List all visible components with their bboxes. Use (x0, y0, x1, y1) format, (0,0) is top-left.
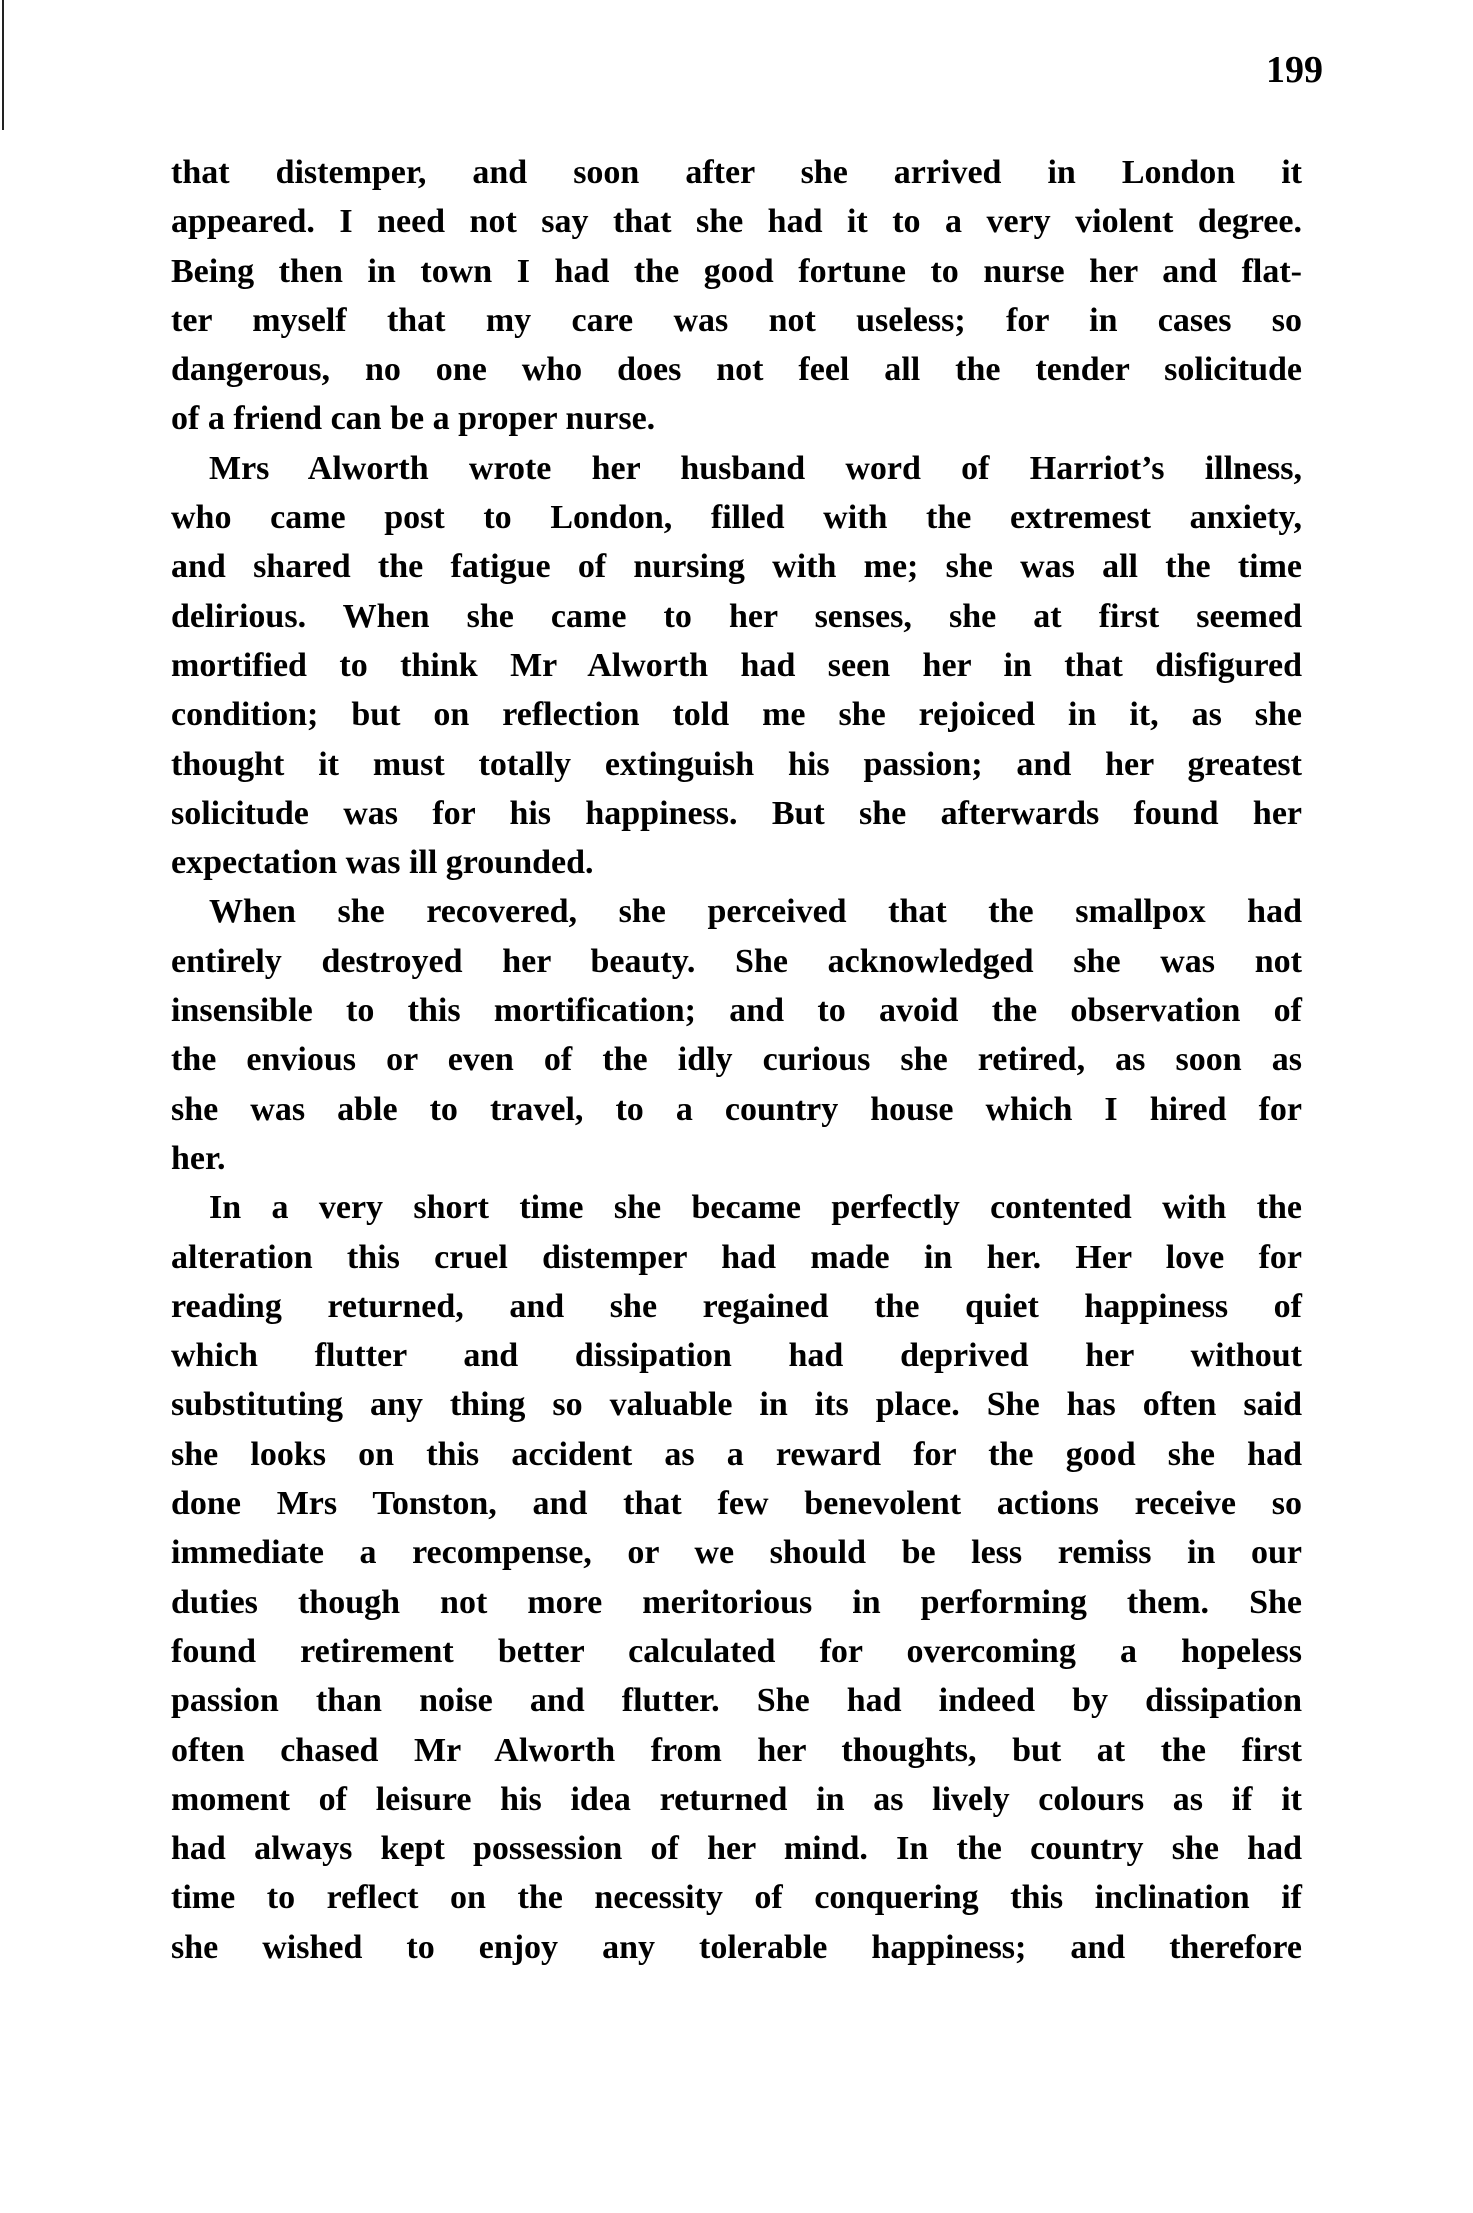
text-line: entirely destroyed her beauty. She acknowledged she was not (171, 942, 1302, 980)
text-line: ter myself that my care was not useless; for in cases so (171, 301, 1302, 339)
paragraph (171, 887, 1302, 1183)
text-line: often chased Mr Alworth from her thoughts, but at the first (171, 1731, 1302, 1769)
text-line: that distemper, and soon after she arrived in London it (171, 154, 1302, 191)
text-line: moment of leisure his idea returned in as lively colours as if it (171, 1780, 1302, 1818)
text-line: she looks on this accident as a reward for the good she had (171, 1435, 1302, 1473)
text-line: who came post to London, filled with the extremest anxiety, (171, 499, 1302, 537)
paragraph (171, 444, 1302, 888)
text-line: appeared. I need not say that she had it to a very violent degree. (171, 203, 1302, 241)
text-line: which flutter and dissipation had deprived her without (171, 1337, 1302, 1375)
text-line: mortified to think Mr Alworth had seen her in that disfigured (171, 646, 1302, 684)
text-line: duties though not more meritorious in performing them. She (171, 1583, 1302, 1621)
text-line: Being then in town I had the good fortune to nurse her and flat- (171, 252, 1302, 290)
text-line: dangerous, no one who does not feel all the tender solicitude (171, 351, 1302, 389)
text-line: thought it must totally extinguish his passion; and her greatest (171, 745, 1302, 783)
text-line: immediate a recompense, or we should be less remiss in our (171, 1534, 1302, 1572)
text-line: found retirement better calculated for overcoming a hopeless (171, 1632, 1302, 1670)
text-line: of a friend can be a proper nurse. (171, 400, 656, 438)
text-line: solicitude was for his happiness. But she afterwards found her (171, 794, 1302, 832)
text-line: she was able to travel, to a country house which I hired for (171, 1090, 1302, 1128)
text-line: and shared the fatigue of nursing with me; she was all the time (171, 548, 1302, 586)
paragraph (171, 148, 1302, 444)
text-line: When she recovered, she perceived that the smallpox had (209, 893, 1302, 931)
text-line: reading returned, and she regained the quiet happiness of (171, 1287, 1302, 1325)
text-line: In a very short time she became perfectly contented with the (209, 1189, 1302, 1227)
text-line: passion than noise and flutter. She had indeed by dissipation (171, 1682, 1302, 1720)
text-line: the envious or even of the idly curious she retired, as soon as (171, 1041, 1302, 1079)
text-line: condition; but on reflection told me she rejoiced in it, as she (171, 696, 1302, 734)
scan-edge-mark (2, 0, 4, 130)
text-line: delirious. When she came to her senses, she at first seemed (171, 597, 1302, 635)
text-line: done Mrs Tonston, and that few benevolent actions receive so (171, 1485, 1302, 1523)
text-line: alteration this cruel distemper had made in her. Her love for (171, 1238, 1302, 1276)
paragraph (171, 1183, 1302, 1972)
body-text (171, 148, 1302, 1972)
text-line: she wished to enjoy any tolerable happiness; and therefore (171, 1928, 1302, 1966)
text-line: Mrs Alworth wrote her husband word of Harriot’s illness, (209, 449, 1302, 487)
page-number: 199 (1266, 49, 1323, 91)
text-line: her. (171, 1139, 226, 1177)
text-line: insensible to this mortification; and to avoid the observation of (171, 992, 1302, 1030)
text-line: had always kept possession of her mind. In the country she had (171, 1830, 1302, 1868)
text-line: expectation was ill grounded. (171, 844, 594, 882)
text-line: time to reflect on the necessity of conquering this inclination if (171, 1879, 1302, 1917)
text-line: substituting any thing so valuable in its place. She has often said (171, 1386, 1302, 1424)
